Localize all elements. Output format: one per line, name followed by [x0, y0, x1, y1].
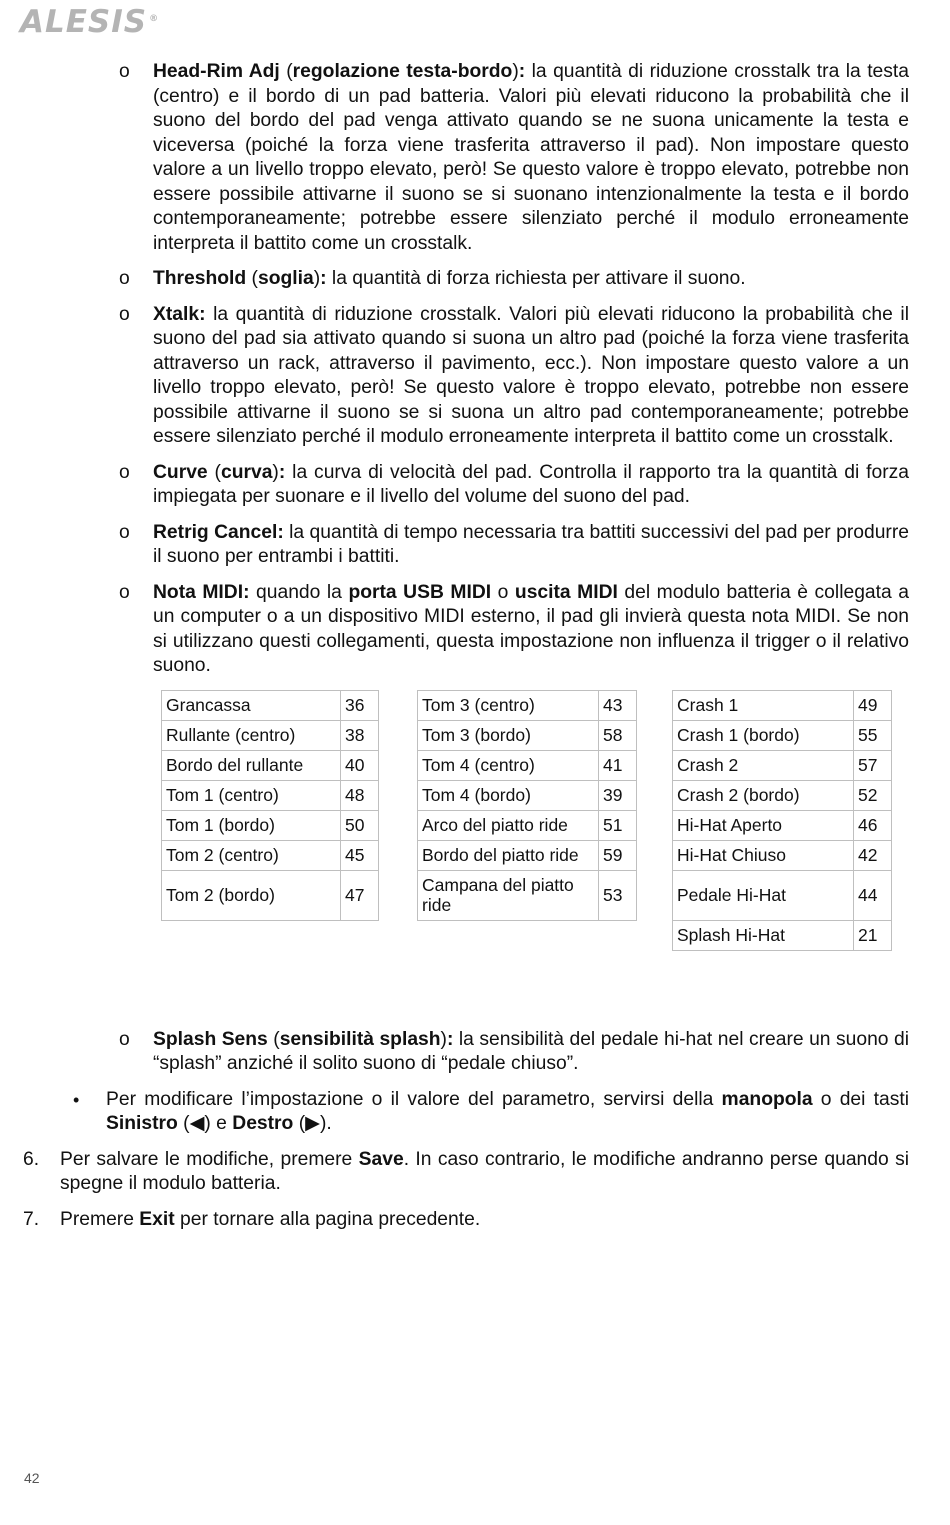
right-arrow-icon: ▶ [305, 1113, 320, 1134]
midi-note: 36 [341, 690, 379, 720]
midi-note: 46 [854, 810, 892, 840]
pad-name: Hi-Hat Aperto [673, 810, 854, 840]
pad-name: Tom 2 (centro) [162, 840, 341, 870]
description-part: o [497, 581, 509, 603]
pad-name: Tom 1 (bordo) [162, 810, 341, 840]
pad-name: Hi-Hat Chiuso [673, 840, 854, 870]
midi-note: 58 [599, 720, 637, 750]
pad-name: Crash 1 (bordo) [673, 720, 854, 750]
pad-name: Crash 2 (bordo) [673, 780, 854, 810]
description-part: quando la [256, 581, 342, 603]
midi-note: 51 [599, 810, 637, 840]
pad-name: Bordo del rullante [162, 750, 341, 780]
description: la quantità di riduzione crosstalk tra la testa (centro) e il bordo di un pad batteria. Valori più elevati riducono la probabilità che il suono del bordo del pad venga attivato quando se ne suona unicamente la testa e viceversa (poiché la forza viene trasferita attraverso il pad). Non impostare questo valore a un livello troppo elevato, però! Se questo valore è troppo elevato, potrebbe non essere possibile attivarne il suono se si suonano intenzionalmente la testa e il bordo contemporaneamente; potrebbe essere silenziato perché il modulo erroneamente interpreta il battito come un crosstalk. [153, 61, 909, 254]
midi-note: 47 [341, 870, 379, 920]
pad-name: Campana del piatto ride [418, 870, 599, 920]
list-marker: o [119, 521, 130, 543]
term-translation: regolazione testa-bordo [292, 61, 513, 82]
list-marker: o [119, 581, 130, 603]
table-row [162, 750, 379, 780]
table-row [162, 840, 379, 870]
pad-name: Grancassa [162, 690, 341, 720]
pad-name: Tom 4 (bordo) [418, 780, 599, 810]
description: la sensibilità del pedale hi-hat nel creare un suono di “splash” anziché il solito suono di “pedale chiuso”. [153, 1028, 910, 1074]
description: la quantità di forza richiesta per attivare il suono. [331, 268, 746, 289]
table-row [673, 870, 892, 920]
step-number: 7. [23, 1208, 40, 1230]
table-row [673, 810, 892, 840]
pad-name: Tom 3 (centro) [418, 690, 599, 720]
left-arrow-icon: ◀ [189, 1113, 205, 1134]
bullet-marker: • [73, 1089, 80, 1110]
midi-note: 50 [341, 810, 379, 840]
description-part: del modulo batteria è collegata a un computer o a un dispositivo MIDI esterno, il pad gli invierà questa nota MIDI. Se non si utilizzano questi collegamenti, questa impostazione non influenza il trigger o il relativo suono. [153, 581, 909, 676]
list-item-midi-note [119, 581, 909, 679]
pad-name: Arco del piatto ride [418, 810, 599, 840]
table-row [418, 840, 637, 870]
list-marker: o [119, 303, 130, 325]
midi-note: 40 [341, 750, 379, 780]
list-item-curve: o Curve (curva): la curva di velocità del pad. Controlla il rapporto tra la quantità di forza impiegata per suonare e il livello del volume del suono del pad. [119, 461, 909, 507]
term: Threshold [153, 268, 247, 289]
table-row [162, 780, 379, 810]
pad-name: Splash Hi-Hat [673, 920, 854, 950]
description: la quantità di riduzione crosstalk. Valori più elevati riducono la probabilità che il suono del pad sia attivato quando si suona un altro pad (poiché la forza viene trasferita attraverso un rack, attraverso il pavimento, ecc.). Non impostare questo valore a un livello troppo elevato, però! Se questo valore è troppo elevato, potrebbe non essere possibile attivarne il suono se si suona un altro pad contemporaneamente; potrebbe essere silenziato perché il modulo erroneamente interpreta il battito come un crosstalk. [153, 303, 909, 447]
knob-label: manopola [721, 1088, 813, 1110]
pad-name: Bordo del piatto ride [418, 840, 599, 870]
table-row [673, 840, 892, 870]
table-row [162, 690, 379, 720]
table-row [162, 720, 379, 750]
table-row [673, 720, 892, 750]
list-marker: o [119, 1028, 130, 1050]
midi-note: 41 [599, 750, 637, 780]
table-row [162, 870, 379, 920]
list-marker: o [119, 461, 130, 483]
midi-note: 48 [341, 780, 379, 810]
description: la quantità di tempo necessaria tra battiti successivi del pad per produrre il suono per entrambi i battiti. [153, 521, 909, 567]
midi-note: 53 [599, 870, 637, 920]
list-item-retrig-cancel [119, 521, 909, 570]
step-number: 6. [23, 1148, 40, 1170]
term: Head-Rim Adj [153, 61, 280, 82]
step-text: Per salvare le modifiche, premere [60, 1148, 353, 1170]
bullet-text: o dei tasti [812, 1088, 909, 1110]
term-translation: soglia [257, 268, 314, 289]
midi-note: 39 [599, 780, 637, 810]
midi-table-2 [417, 690, 637, 921]
midi-note-tables [161, 690, 950, 986]
term: Retrig Cancel: [153, 521, 284, 543]
midi-note: 43 [599, 690, 637, 720]
midi-note: 57 [854, 750, 892, 780]
step-text: Premere [60, 1208, 134, 1230]
right-button-label: Destro [232, 1113, 294, 1134]
midi-note: 49 [854, 690, 892, 720]
term: Splash Sens [153, 1028, 268, 1050]
midi-note: 44 [854, 870, 892, 920]
exit-key-label: Exit [139, 1208, 175, 1230]
midi-note: 21 [854, 920, 892, 950]
step-6 [23, 1148, 910, 1197]
table-row [673, 690, 892, 720]
description: la curva di velocità del pad. Controlla il rapporto tra la quantità di forza impiegata per suonare e il livello del volume del suono del pad. [153, 461, 909, 507]
table-row [673, 780, 892, 810]
page-number: 42 [24, 1470, 40, 1486]
alesis-logo: ALESIS ® [20, 4, 160, 40]
list-marker: o [119, 61, 130, 82]
left-button-label: Sinistro [106, 1113, 178, 1134]
term-translation: curva [220, 461, 273, 483]
term: Nota MIDI: [153, 581, 250, 603]
pad-name: Crash 1 [673, 690, 854, 720]
table-row [418, 750, 637, 780]
pad-name: Rullante (centro) [162, 720, 341, 750]
list-item-threshold: o Threshold (soglia): la quantità di forza richiesta per attivare il suono. [153, 267, 909, 292]
pad-name: Crash 2 [673, 750, 854, 780]
step-text: per tornare alla pagina precedente. [180, 1208, 481, 1230]
midi-note: 55 [854, 720, 892, 750]
pad-name: Tom 2 (bordo) [162, 870, 341, 920]
midi-table-1 [161, 690, 379, 921]
table-row [418, 810, 637, 840]
table-row [673, 920, 892, 950]
midi-note: 42 [854, 840, 892, 870]
list-marker: o [119, 268, 130, 289]
step-text: . In caso contrario, le modifiche andranno perse quando si spegne il modulo batteria. [60, 1148, 910, 1194]
midi-table-3 [672, 690, 892, 951]
midi-note: 38 [341, 720, 379, 750]
list-item-splash-sens: o Splash Sens (sensibilità splash): la sensibilità del pedale hi-hat nel creare un suono di “splash” anziché il solito suono di “pedale chiuso”. [119, 1028, 910, 1074]
list-item-head-rim-adj: o Head-Rim Adj (regolazione testa-bordo): la quantità di riduzione crosstalk tra la testa (centro) e il bordo di un pad batteria. Valori più elevati riducono la probabilità che il suono del bordo del pad venga attivato quando se ne suona unicamente la testa e viceversa (poiché la forza viene trasferita attraverso il pad). Non impostare questo valore a un livello troppo elevato, però! Se questo valore è troppo elevato, potrebbe non essere possibile attivarne il suono se si suonano intenzionalmente la testa e il bordo contemporaneamente; potrebbe essere silenziato perché il modulo erroneamente interpreta il battito come un crosstalk. [119, 61, 909, 254]
pad-name: Tom 4 (centro) [418, 750, 599, 780]
table-row [418, 870, 637, 920]
step-7 [23, 1208, 909, 1233]
table-row [418, 720, 637, 750]
table-row [162, 810, 379, 840]
term-translation: sensibilità splash [279, 1028, 441, 1050]
table-row [418, 690, 637, 720]
bullet-item-adjust: • Per modificare l’impostazione o il valore del parametro, servirsi della manopola o dei tasti Sinistro (◀) e Destro (▶). [73, 1088, 909, 1134]
pad-name: Pedale Hi-Hat [673, 870, 854, 920]
bullet-text: Per modificare l’impostazione o il valore del parametro, servirsi della [106, 1088, 714, 1110]
save-key-label: Save [358, 1148, 404, 1170]
usb-midi-port-label: porta USB MIDI [348, 581, 492, 603]
page-content [0, 60, 950, 1243]
list-item-xtalk [119, 303, 909, 450]
term: Curve [153, 461, 208, 483]
pad-name: Tom 1 (centro) [162, 780, 341, 810]
midi-out-label: uscita MIDI [514, 581, 618, 603]
midi-note: 45 [341, 840, 379, 870]
bullet-text: e [216, 1113, 227, 1134]
table-row [418, 780, 637, 810]
midi-note: 59 [599, 840, 637, 870]
pad-name: Tom 3 (bordo) [418, 720, 599, 750]
term: Xtalk: [153, 303, 206, 325]
table-row [673, 750, 892, 780]
midi-note: 52 [854, 780, 892, 810]
